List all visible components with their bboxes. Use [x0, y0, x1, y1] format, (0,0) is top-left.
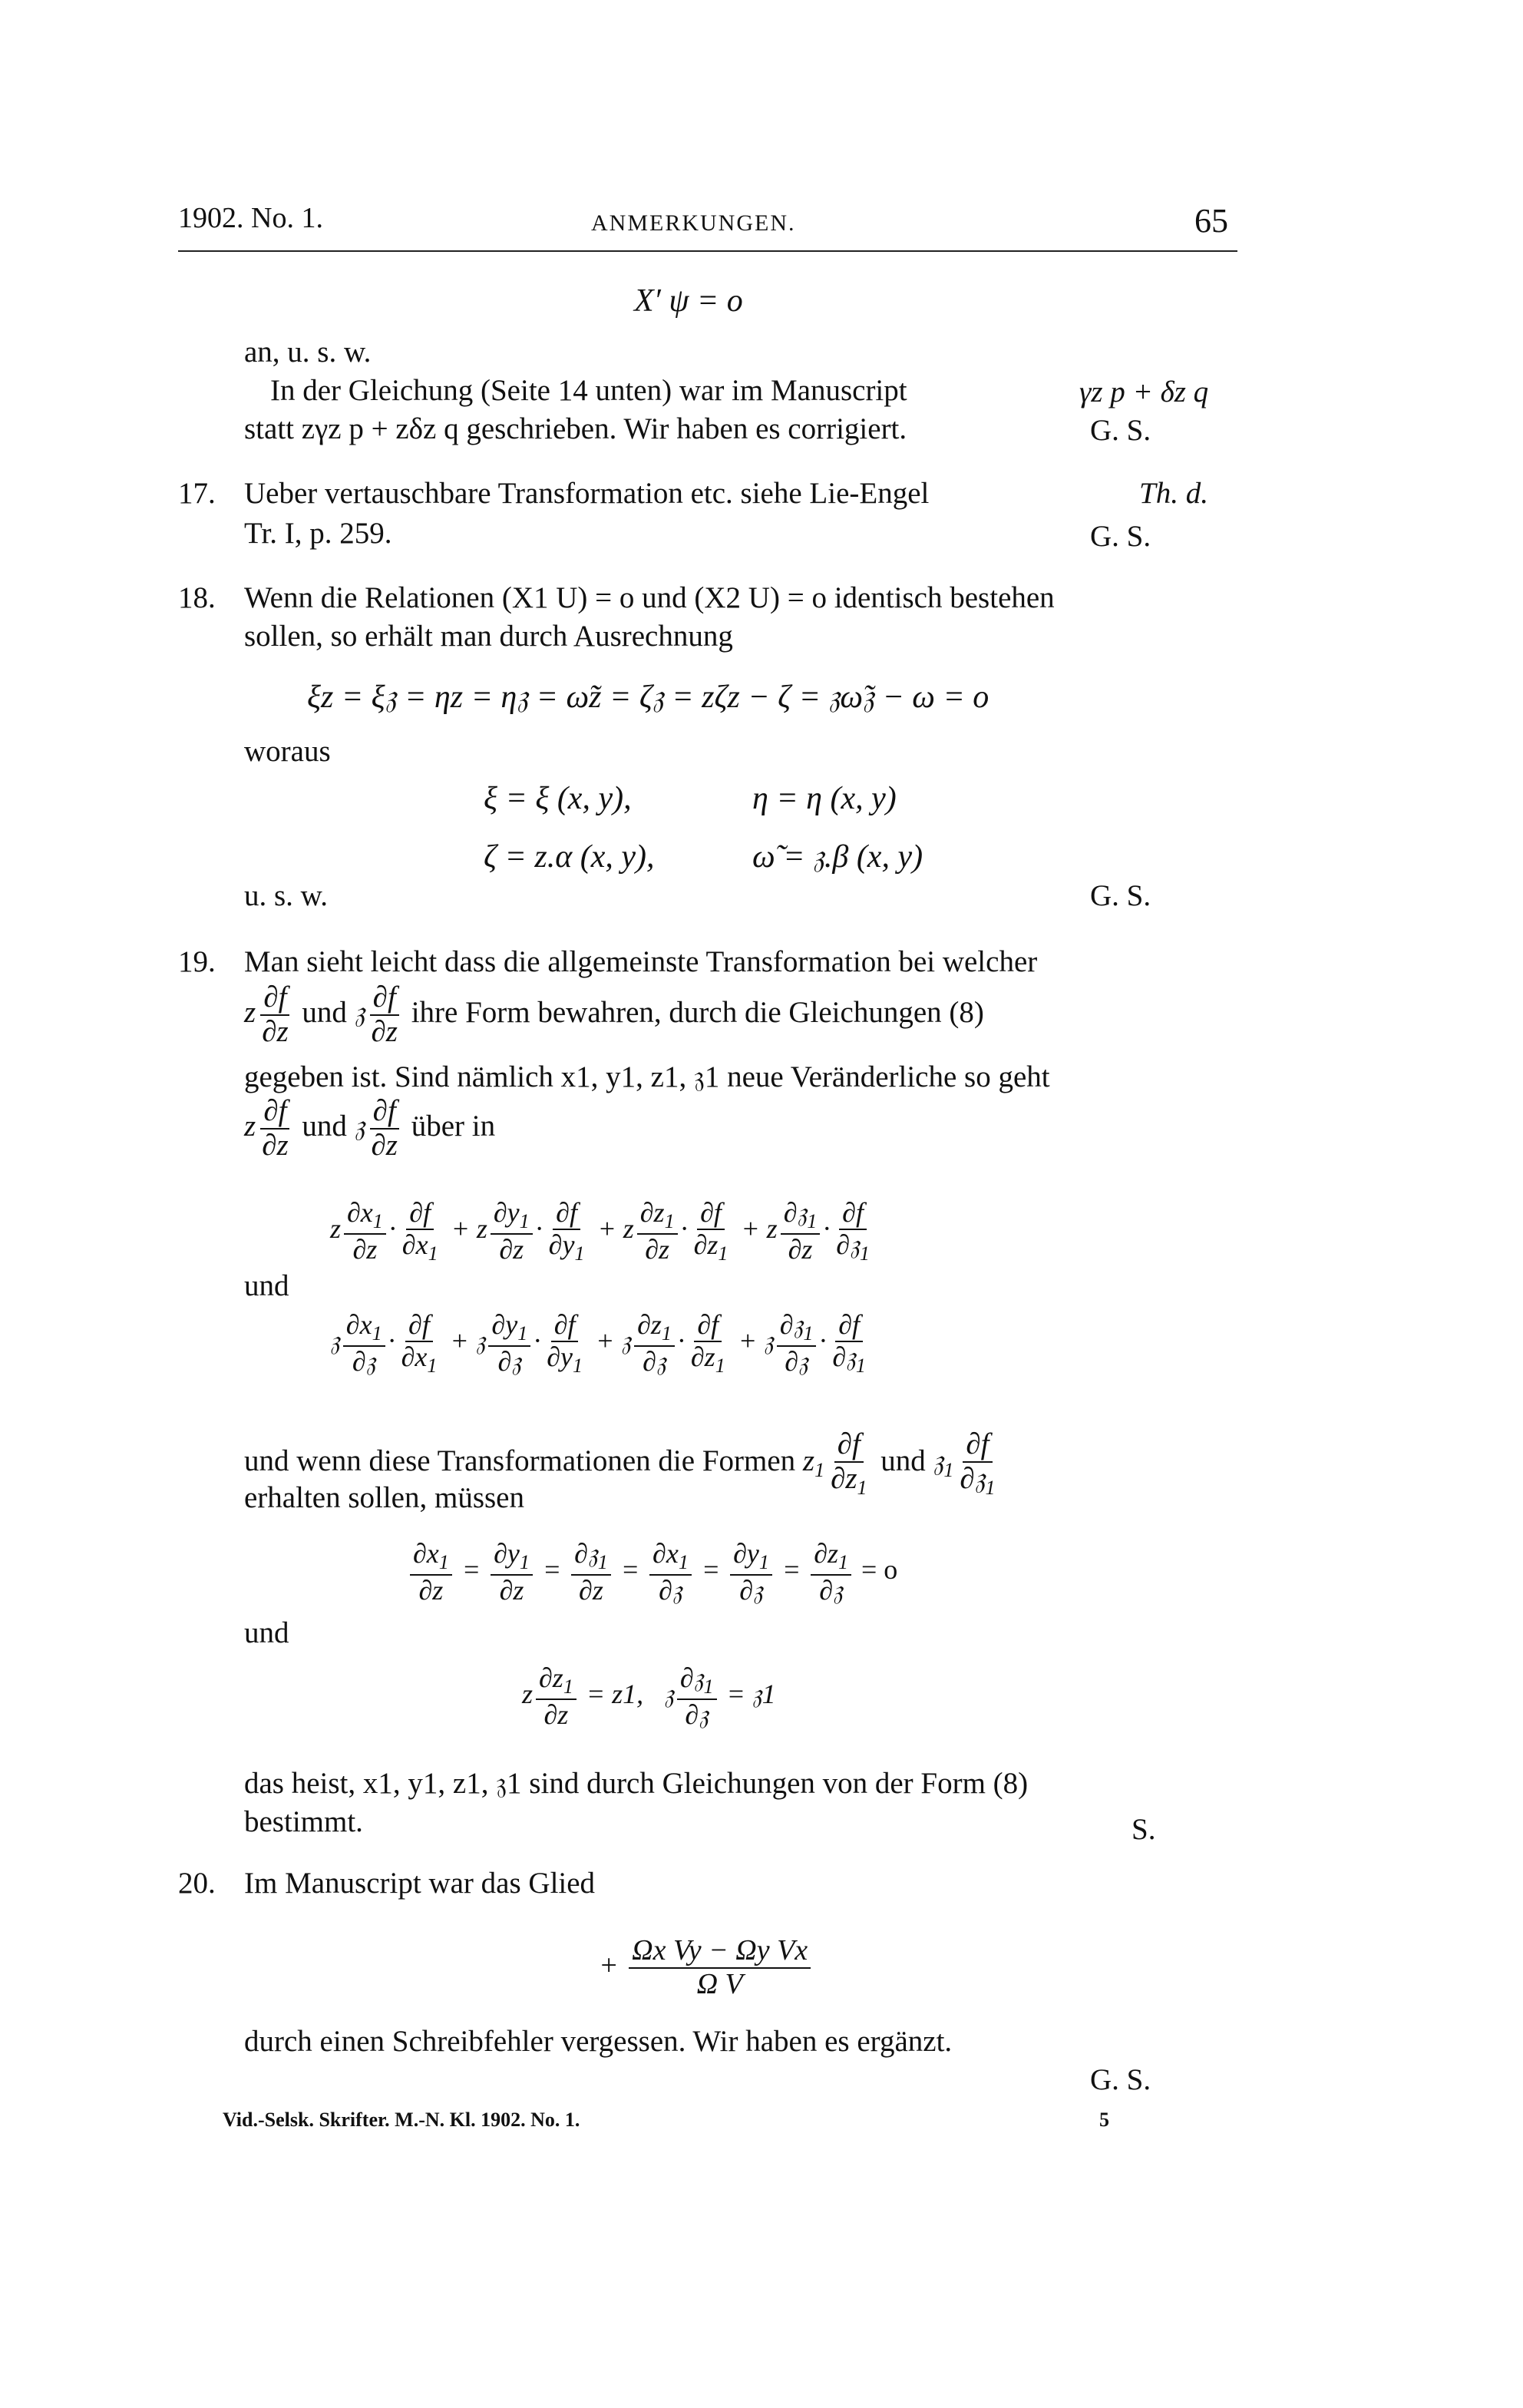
page-number: 65: [1194, 202, 1228, 240]
note-19-line3: gegeben ist. Sind nämlich x1, y1, z1, 𝔷1 neue Veränderliche so geht: [244, 1060, 1050, 1093]
note-19-line2-rest: ihre Form bewahren, durch die Gleichungen (8): [411, 995, 984, 1029]
equation-omega: ω̃ = 𝔷.β (x, y): [752, 839, 923, 875]
math-gamma-p-delta-q: γz p + δz q: [1079, 375, 1209, 408]
note-18-line2: sollen, so erhält man durch Ausrechnung: [244, 620, 733, 653]
note-19-line5: und wenn diese Transformationen die Formen $z_1$ $\frac{\partial f}{\partial z_1}$ und 𝔷$_1$ $\frac{\partial f}{\partial 𝔷_1}$: [244, 1427, 996, 1499]
header-rule: [178, 250, 1237, 252]
note-19-line4-rest: über in: [411, 1109, 496, 1143]
text-usw: u. s. w.: [244, 879, 329, 912]
signature-gs: G. S.: [1090, 879, 1151, 912]
note-19-line7: das heist, x1, y1, z1, 𝔷1 sind durch Gleichungen von der Form (8): [244, 1767, 1029, 1800]
note-number-17: 17.: [178, 477, 216, 510]
fraction-numerator: Ωx Vy − Ωy Vx: [629, 1935, 811, 1969]
note-19-line1: Man sieht leicht dass die allgemeinste Transformation bei welcher: [244, 945, 1038, 978]
fraction-denominator: Ω V: [696, 1967, 743, 2000]
note-number-20: 20.: [178, 1867, 216, 1900]
text-manuscript-line2: statt zγz p + zδz q geschrieben. Wir haben es corrigiert.: [244, 412, 907, 445]
signature-gs: G. S.: [1090, 414, 1151, 447]
note-number-19: 19.: [178, 945, 216, 978]
note-19-line6: erhalten sollen, müssen: [244, 1481, 524, 1514]
equation-z1: = z1,: [586, 1678, 644, 1709]
text-und: und: [302, 995, 347, 1029]
footer-publication: Vid.-Selsk. Skrifter. M.-N. Kl. 1902. No. 1.: [223, 2109, 580, 2131]
text-und: und: [880, 1444, 926, 1478]
note-20-line1: Im Manuscript war das Glied: [244, 1867, 596, 1900]
equation-xpsi: X′ ψ = o: [634, 283, 743, 319]
equation-xi: ξ = ξ (x, y),: [484, 781, 632, 816]
note-number-18: 18.: [178, 581, 216, 614]
signature-s: S.: [1132, 1813, 1156, 1846]
text-und: und: [302, 1109, 347, 1143]
equation-missing-term: + $\frac{\text{Ωx Vy − Ωy Vx}}{\text{Ω V}}$: [599, 1935, 814, 2001]
signature-gs: G. S.: [1090, 2063, 1151, 2096]
equation-transform-zeta: 𝔷 $\frac{\partial x_1}{\text{∂𝔷}}$ · $\frac{\partial f}{\partial x_1}$ + 𝔷 $\frac{\partial y_1}{\text{∂𝔷}}$ · $\frac{\partial f}{\partial y_1}$ + 𝔷 $\frac{\partial z_1}{\text{∂𝔷}}$ · $\frac{\partial f}{\partial z_1}$ + 𝔷 $\frac{\partial 𝔷_1}{\text{∂𝔷}}$ · $\frac{\partial f}{\partial 𝔷_1}$: [330, 1309, 866, 1377]
equation-zero: = o: [861, 1553, 898, 1585]
equation-zero-derivatives: $\frac{\partial x_1}{\partial z}$ = $\frac{\partial y_1}{\partial z}$ = $\frac{\partial 𝔷_1}{\partial z}$ = $\frac{\partial x_1}{\text{∂𝔷}}$ = $\frac{\partial y_1}{\text{∂𝔷}}$ = $\frac{\partial z_1}{\text{∂𝔷}}$ = o: [407, 1539, 897, 1606]
note-19-line5-text: und wenn diese Transformationen die Formen: [244, 1444, 796, 1478]
text-an-usw: an, u. s. w.: [244, 336, 372, 369]
equation-eta: η = η (x, y): [752, 781, 897, 816]
text-und: und: [244, 1616, 289, 1649]
equation-18-relations: ξz = ξ𝔷 = ηz = η𝔷 = ω̃z = ζ𝔷 = zζz − ζ = 𝔷ω̃𝔷 − ω = o: [307, 680, 989, 715]
note-19-line8: bestimmt.: [244, 1805, 363, 1838]
note-17-line1: Ueber vertauschbare Transformation etc. siehe Lie-Engel: [244, 477, 930, 510]
text-und: und: [244, 1269, 289, 1302]
equation-transform-z: z $\frac{\partial x_1}{\partial z}$ · $\frac{\partial f}{\partial x_1}$ + z $\frac{\partial y_1}{\partial z}$ · $\frac{\partial f}{\partial y_1}$ + z $\frac{\partial z_1}{\partial z}$ · $\frac{\partial f}{\partial z_1}$ + z $\frac{\partial 𝔷_1}{\partial z}$ · $\frac{\partial f}{\partial 𝔷_1}$: [330, 1197, 870, 1265]
note-17-th-d: Th. d.: [1139, 477, 1208, 510]
note-19-line2: z $\frac{\partial f}{\partial z}$ und 𝔷 $\frac{\partial f}{\partial z}$ ihre Form bewahren, durch die Gleichungen (8): [244, 981, 984, 1048]
text-woraus: woraus: [244, 735, 331, 768]
equation-scaling: z $\frac{\partial z_1}{\partial z}$ = z1, 𝔷 $\frac{\partial 𝔷_1}{\text{∂𝔷}}$ = 𝔷1: [522, 1662, 776, 1730]
note-19-line4: z $\frac{\partial f}{\partial z}$ und 𝔷 $\frac{\partial f}{\partial z}$ über in: [244, 1094, 496, 1162]
note-18-line1: Wenn die Relationen (X1 U) = o und (X2 U) = o identisch bestehen: [244, 581, 1055, 614]
equation-zeta1: = 𝔷1: [726, 1678, 776, 1709]
note-20-line2: durch einen Schreibfehler vergessen. Wir haben es ergänzt.: [244, 2025, 953, 2058]
equation-zeta: ζ = z.α (x, y),: [484, 839, 655, 875]
text-manuscript-line1: In der Gleichung (Seite 14 unten) war im Manuscript: [270, 374, 907, 407]
note-17-line2: Tr. I, p. 259.: [244, 517, 392, 550]
running-header-left: 1902. No. 1.: [178, 202, 323, 234]
footer-signature-mark: 5: [1099, 2109, 1109, 2131]
running-header-title: ANMERKUNGEN.: [591, 210, 796, 236]
signature-gs: G. S.: [1090, 520, 1151, 553]
